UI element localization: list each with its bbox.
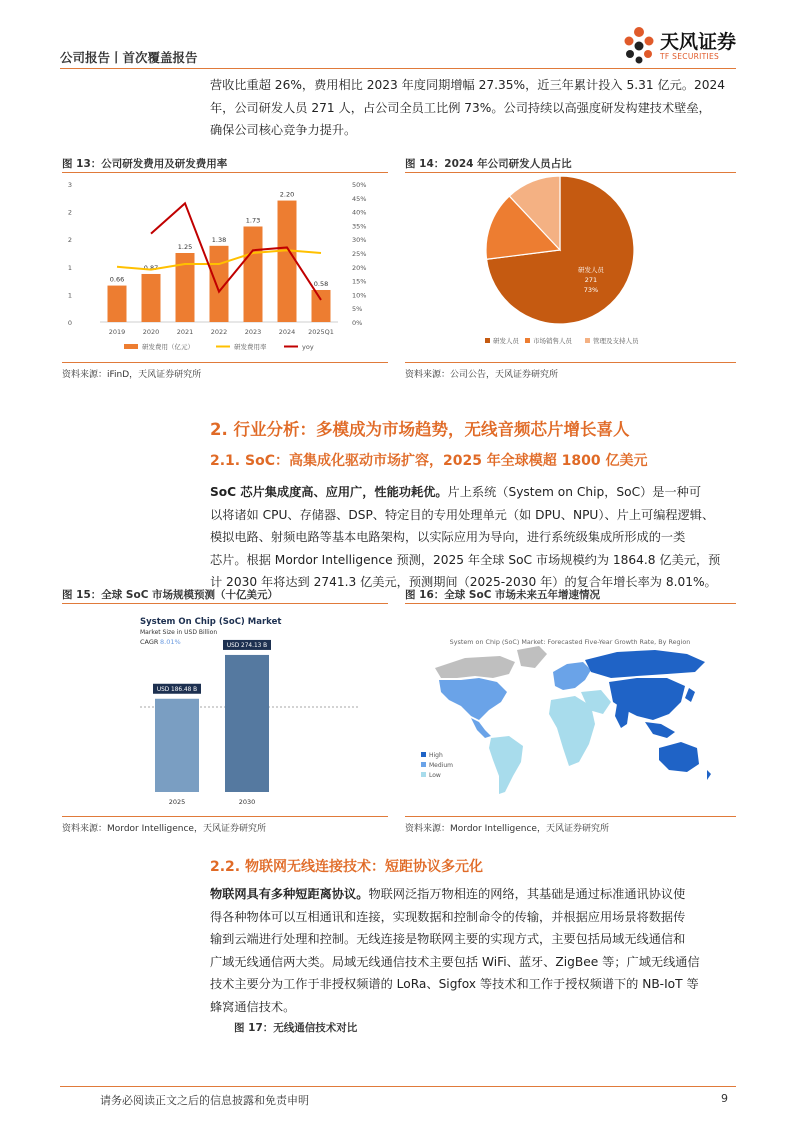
logo-text-cn: 天风证券	[660, 31, 737, 53]
fig14-source: 资料来源：公司公告，天风证券研究所	[405, 370, 559, 380]
section-2-1-heading: 2.1. SoC：高集成化驱动市场扩容，2025 年全球模超 1800 亿美元	[210, 453, 648, 469]
intro-paragraph	[210, 74, 736, 142]
map-russia	[585, 650, 705, 678]
fig16-legend-label: Medium	[429, 762, 453, 769]
fig13-right-tick: 45%	[352, 194, 367, 203]
map-europe	[553, 662, 591, 690]
fig15-cagr-label: CAGR	[140, 638, 159, 646]
fig13-right-tick: 5%	[352, 305, 363, 314]
fig14-legend-label: 研发人员	[493, 337, 519, 345]
fig13-right-tick: 40%	[352, 208, 367, 217]
fig15-bar	[225, 655, 269, 792]
fig17-title: 图 17：无线通信技术对比	[234, 1022, 358, 1034]
fig13-data-label: 0.87	[143, 263, 159, 272]
header-divider	[60, 68, 736, 69]
tf-logo-icon	[620, 24, 658, 66]
fig13-x-tick: 2023	[244, 328, 262, 336]
fig15-x-tick: 2025	[168, 798, 186, 806]
map-new-zealand	[707, 770, 711, 780]
s21-line-5: 计 2030 年将达到 2741.3 亿美元，预测期间（2025-2030 年）的复合年增长率为 8.01%。	[210, 575, 717, 589]
fig13-right-tick: 20%	[352, 263, 367, 272]
fig13-left-tick: 3	[67, 181, 72, 189]
page-header	[60, 0, 736, 70]
fig13-bar	[108, 286, 127, 322]
fig13-legend-bar-label: 研发费用（亿元）	[142, 343, 194, 351]
fig14-slice-label-pct: 73%	[583, 286, 599, 294]
fig15-cagr-value: 8.01%	[160, 638, 181, 646]
fig16-legend-swatch	[421, 752, 426, 757]
fig13-left-tick: 2	[67, 208, 72, 217]
fig13-legend-yoy-label: yoy	[302, 343, 314, 351]
fig13-data-label: 1.73	[245, 216, 261, 225]
fig15-x-tick: 2030	[238, 798, 256, 806]
s22-line-4: 广域无线通信两大类。局域无线通信技术主要包括 WiFi、蓝牙、ZigBee 等；广域无线通信	[210, 954, 700, 969]
fig13-bar	[312, 290, 331, 322]
fig14-slice-label-count: 271	[584, 276, 598, 284]
fig15-data-label: USD 186.48 B	[156, 686, 198, 693]
s21-line-3: 模拟电路、射频电路等基本电路架构，以实际应用为导向，进行系统级集成所形成的一类	[210, 530, 686, 544]
section-2-2-heading: 2.2. 物联网无线连接技术：短距协议多元化	[210, 859, 483, 875]
fig15-source: 资料来源：Mordor Intelligence，天风证券研究所	[62, 824, 266, 834]
fig13-source: 资料来源：iFinD，天风证券研究所	[62, 370, 202, 380]
fig16-map	[405, 606, 736, 811]
fig13-right-tick: 30%	[352, 236, 367, 245]
fig13-data-label: 0.58	[313, 279, 329, 288]
fig13-legend-bar-swatch	[124, 344, 138, 349]
fig13-left-tick: 2	[67, 236, 72, 245]
s22-line-5: 技术主要分为工作于非授权频谱的 LoRa、Sigfox 等技术和工作于授权频谱下的 NB-IoT 等	[210, 977, 699, 991]
fig15-chart-title: System On Chip (SoC) Market	[140, 617, 282, 627]
fig14-legend-swatch	[485, 338, 490, 343]
fig14-top-rule	[405, 172, 736, 173]
map-greenland	[517, 646, 547, 668]
fig16-legend-label: High	[429, 752, 443, 759]
fig13-right-tick: 25%	[352, 250, 367, 258]
s22-lead: 物联网具有多种短距离协议。	[210, 887, 369, 901]
logo-text-en: TF SECURITIES	[660, 52, 720, 61]
fig13-x-tick: 2019	[108, 328, 126, 336]
fig13-data-label: 2.20	[279, 190, 295, 199]
fig13-bottom-rule	[62, 362, 388, 363]
fig14-legend-swatch	[525, 338, 530, 343]
fig16-bottom-rule	[405, 816, 736, 817]
fig14-chart	[405, 176, 736, 356]
fig13-right-tick: 35%	[352, 222, 367, 231]
fig15-data-label: USD 274.13 B	[226, 642, 268, 649]
section-2-1-paragraph	[210, 481, 736, 594]
page-number: 9	[721, 1092, 728, 1105]
fig13-left-tick: 1	[67, 291, 72, 300]
fig15-chart	[62, 606, 388, 811]
intro-line-2: 年，公司研发人员 271 人，占公司全员工比例 73%。公司持续以高强度研发构建技术壁垒，	[210, 100, 711, 115]
fig13-x-tick: 2022	[210, 328, 228, 336]
map-japan	[685, 688, 695, 702]
fig16-title: 图 16：全球 SoC 市场未来五年增速情况	[405, 589, 601, 601]
fig13-title: 图 13：公司研发费用及研发费用率	[62, 158, 228, 170]
fig13-top-rule	[62, 172, 388, 173]
map-south-america	[489, 736, 523, 794]
fig13-bar	[142, 274, 161, 322]
fig13-data-label: 1.38	[211, 235, 227, 244]
map-australia	[659, 742, 699, 772]
map-central-america	[471, 718, 491, 738]
fig14-title: 图 14：2024 年公司研发人员占比	[405, 158, 572, 170]
s22-line-1	[210, 883, 736, 906]
fig14-bottom-rule	[405, 362, 736, 363]
fig13-x-tick: 2021	[176, 328, 194, 336]
fig13-chart	[62, 176, 388, 356]
fig15-bar	[155, 699, 199, 792]
report-type: 公司报告丨首次覆盖报告	[60, 50, 198, 65]
footer-divider	[60, 1086, 736, 1087]
s21-line-4: 芯片。根据 Mordor Intelligence 预测，2025 年全球 SoC 市场规模约为 1864.8 亿美元，预	[210, 552, 721, 567]
fig13-right-tick: 0%	[352, 319, 363, 327]
fig13-x-tick: 2024	[278, 328, 296, 336]
footer-disclaimer: 请务必阅读正文之后的信息披露和免责申明	[100, 1094, 309, 1107]
intro-line-1: 营收比重超 26%，费用相比 2023 年度同期增幅 27.35%，近三年累计投入 5.31 亿元。2024	[210, 78, 726, 92]
s22-line-2: 得各种物体可以互相通讯和连接，实现数据和控制命令的传输，并根据应用场景将数据传	[210, 909, 686, 924]
company-logo	[620, 24, 736, 66]
map-north-america	[439, 678, 507, 720]
fig14-legend-label: 管理及支持人员	[593, 337, 639, 345]
fig13-right-tick: 10%	[352, 291, 367, 300]
fig16-top-rule	[405, 603, 736, 604]
fig16-legend-swatch	[421, 762, 426, 767]
intro-line-3: 确保公司核心竞争力提升。	[210, 123, 357, 137]
map-africa	[549, 696, 595, 766]
fig15-title: 图 15：全球 SoC 市场规模预测（十亿美元）	[62, 589, 279, 601]
s22-line-1-rest: 物联网泛指万物相连的网络，其基础是通过标准通讯协议使	[368, 887, 686, 901]
fig13-left-tick: 1	[67, 263, 72, 272]
fig15-subtitle: Market Size in USD Billion	[140, 629, 218, 636]
s21-line-2: 以将诸如 CPU、存储器、DSP、特定目的专用处理单元（如 DPU、NPU）、片上可编程逻辑、	[210, 507, 715, 522]
fig13-data-label: 0.66	[109, 275, 125, 284]
fig13-bar	[244, 227, 263, 322]
fig15-bottom-rule	[62, 816, 388, 817]
s21-line-1-rest: 片上系统（System on Chip，SoC）是一种可	[447, 485, 702, 499]
fig13-left-tick: 0	[67, 319, 72, 327]
fig16-legend-label: Low	[429, 772, 441, 779]
s22-line-3: 输到云端进行处理和控制。无线连接是物联网主要的实现方式，主要包括局域无线通信和	[210, 932, 686, 946]
fig16-legend-swatch	[421, 772, 426, 777]
fig13-data-label: 1.25	[177, 243, 193, 251]
fig16-source: 资料来源：Mordor Intelligence，天风证券研究所	[405, 824, 609, 834]
map-southeast-asia	[645, 722, 675, 738]
fig15-top-rule	[62, 603, 388, 604]
map-north-america-north	[435, 656, 515, 678]
fig13-bar	[278, 201, 297, 322]
fig13-right-tick: 50%	[352, 181, 367, 189]
fig13-legend-rate-label: 研发费用率	[234, 343, 267, 351]
fig13-right-tick: 15%	[352, 277, 367, 286]
fig13-x-tick: 2025Q1	[308, 328, 334, 336]
section-2-2-paragraph	[210, 883, 736, 1018]
s22-line-6: 蜂窝通信技术。	[210, 999, 296, 1014]
fig16-map-title: System on Chip (SoC) Market: Forecasted Five-Year Growth Rate, By Region	[449, 638, 691, 646]
fig14-slice-label-name: 研发人员	[578, 266, 604, 274]
fig14-legend-swatch	[585, 338, 590, 343]
fig14-legend-label: 市场销售人员	[533, 337, 572, 345]
section-2-heading: 2. 行业分析：多模成为市场趋势，无线音频芯片增长喜人	[210, 420, 630, 439]
fig13-x-tick: 2020	[142, 328, 160, 336]
s21-lead: SoC 芯片集成度高、应用广，性能功耗优。	[210, 485, 448, 499]
s21-line-1	[210, 481, 736, 504]
